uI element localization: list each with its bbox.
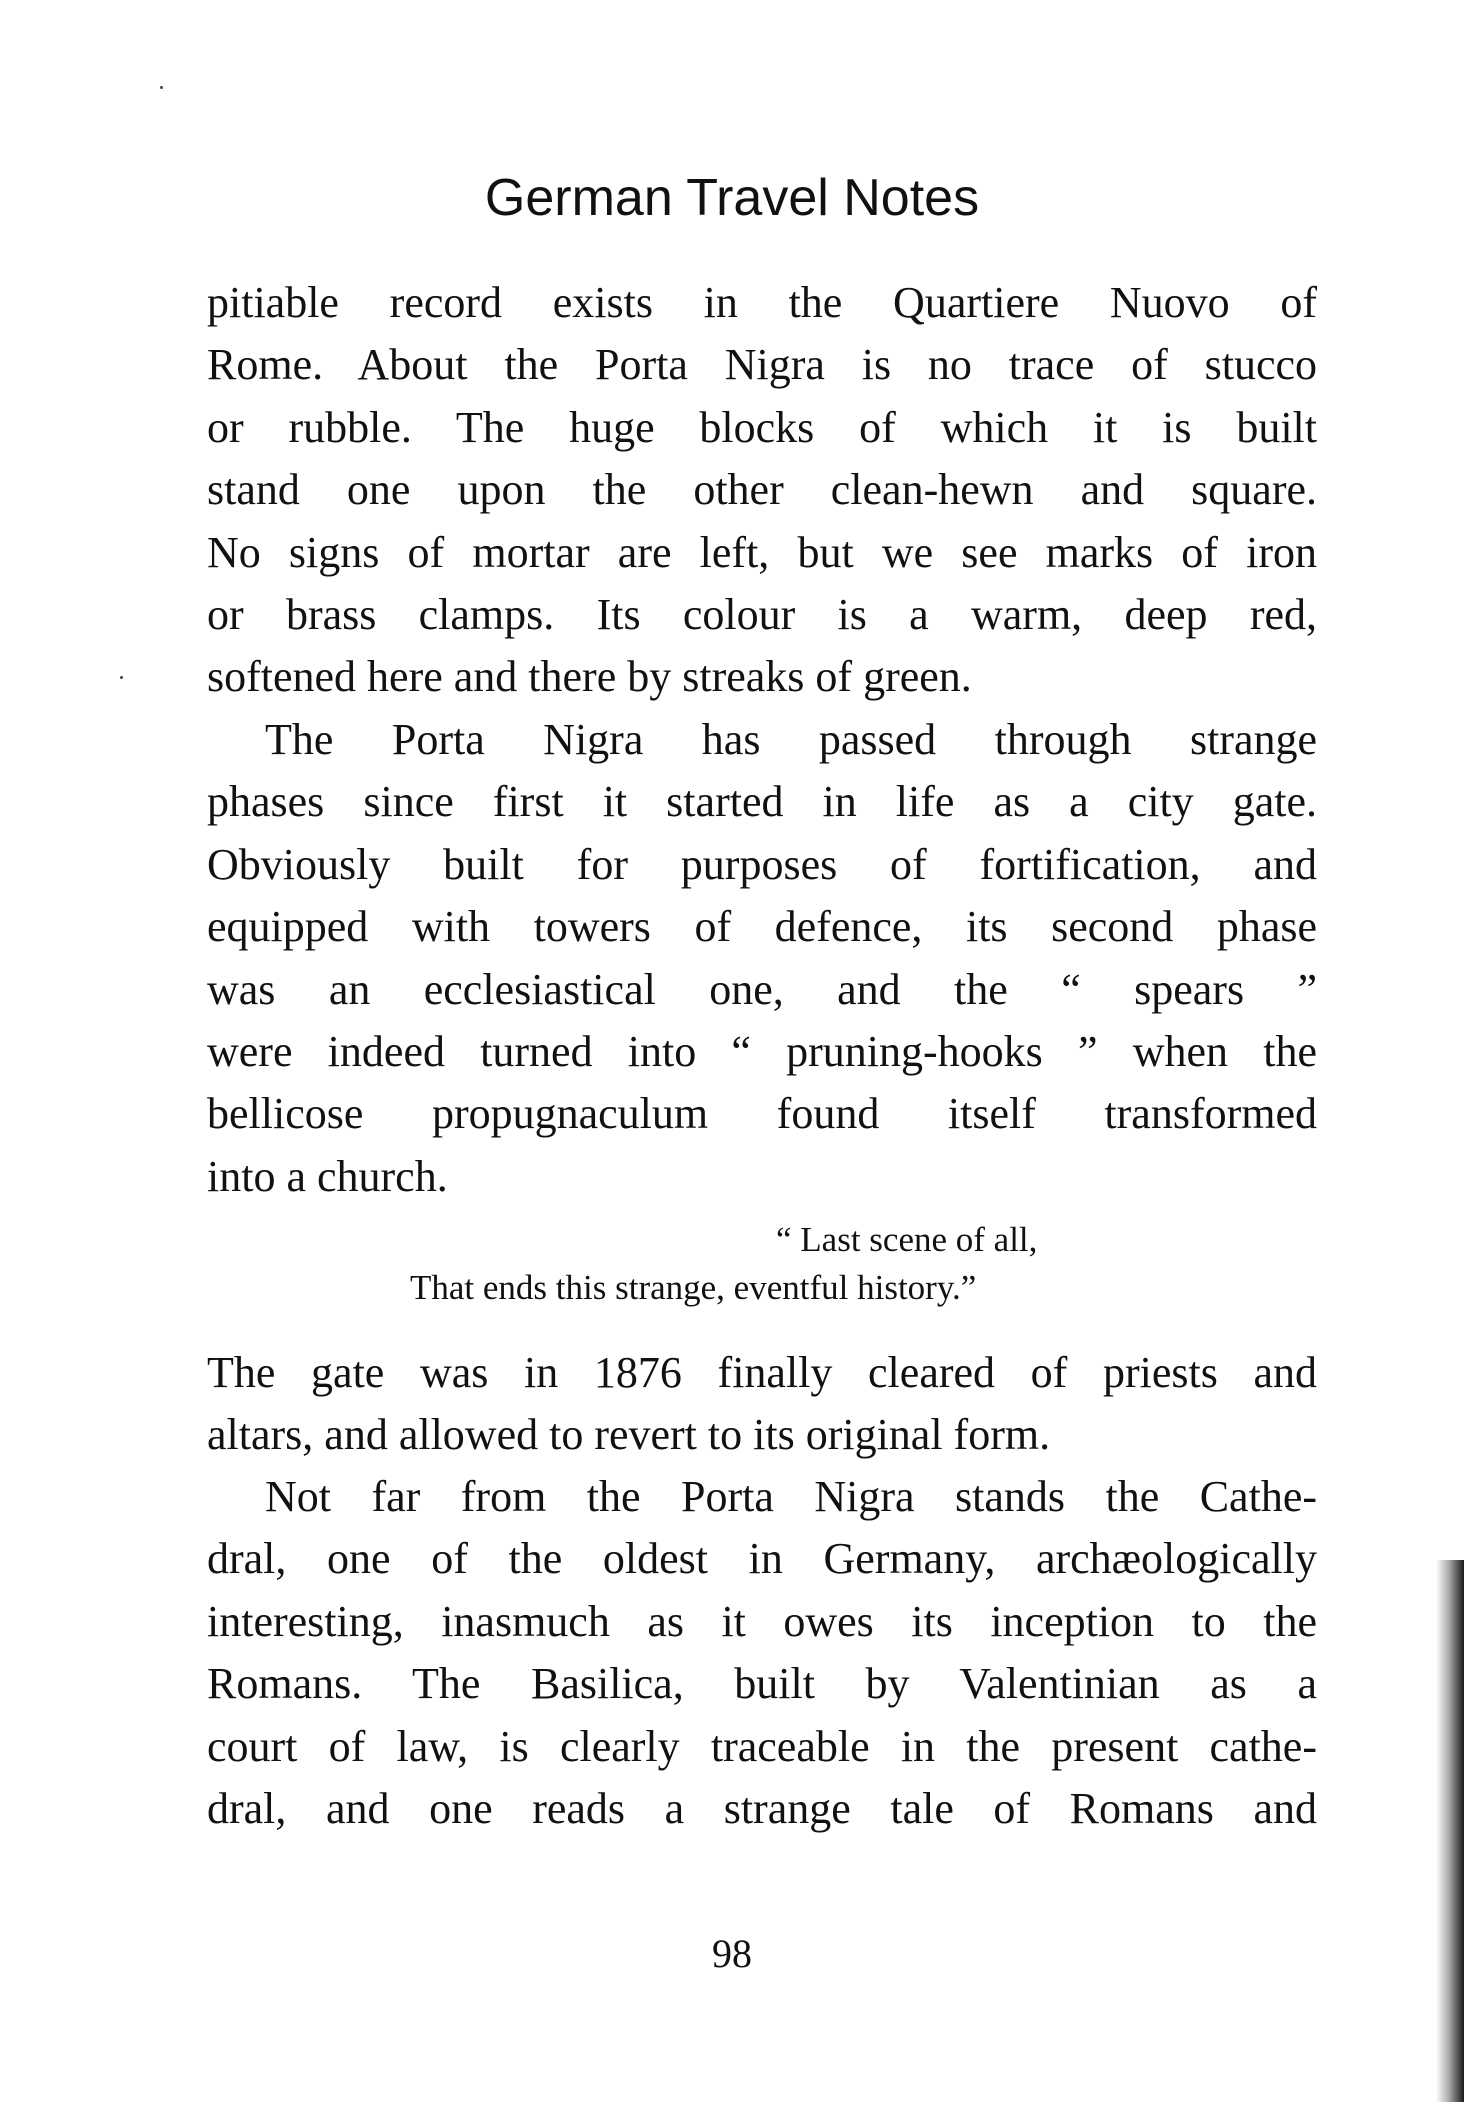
- text-line: Not far from the Porta Nigra stands the Cathe-: [265, 1472, 1317, 1521]
- running-head: German Travel Notes: [484, 169, 980, 227]
- print-speck: [120, 676, 123, 679]
- text-line: phases since first it started in life as a city gate.: [207, 777, 1317, 827]
- text-line: into a church.: [207, 1151, 448, 1201]
- text-line: bellicose propugnaculum found itself transformed: [207, 1089, 1317, 1139]
- text-line: interesting, inasmuch as it owes its inception to the: [207, 1596, 1317, 1646]
- paragraph: [207, 709, 1317, 1208]
- text-line: pitiable record exists in the Quartiere Nuovo of: [207, 278, 1317, 327]
- text-line: stand one upon the other clean-hewn and square.: [207, 465, 1317, 515]
- text-line: was an ecclesiastical one, and the “ spears ”: [207, 964, 1317, 1014]
- text-line: or brass clamps. Its colour is a warm, deep red,: [207, 589, 1317, 639]
- text-line: or rubble. The huge blocks of which it is built: [207, 402, 1317, 452]
- page-edge-shadow: [1436, 1560, 1464, 2102]
- text-line: The gate was in 1876 finally cleared of priests and: [207, 1348, 1317, 1397]
- page-number: 98: [712, 1931, 752, 1976]
- text-line: No signs of mortar are left, but we see marks of iron: [207, 527, 1317, 577]
- text-line: softened here and there by streaks of green.: [207, 652, 972, 702]
- text-line: dral, and one reads a strange tale of Romans and: [207, 1783, 1317, 1833]
- paragraph: [207, 1342, 1317, 1467]
- paragraph: [207, 1466, 1317, 1840]
- text-line: were indeed turned into “ pruning-hooks ” when the: [207, 1026, 1317, 1076]
- text-line: Rome. About the Porta Nigra is no trace of stucco: [207, 340, 1317, 390]
- text-line: The Porta Nigra has passed through strange: [265, 715, 1317, 764]
- quotation-line: “ Last scene of all,: [776, 1220, 1038, 1259]
- text-line: dral, one of the oldest in Germany, archæologically: [207, 1534, 1317, 1584]
- text-line: equipped with towers of defence, its second phase: [207, 902, 1317, 952]
- text-line: altars, and allowed to revert to its original form.: [207, 1410, 1051, 1460]
- paragraph: [207, 272, 1317, 709]
- print-speck: [160, 86, 163, 89]
- quotation-line: That ends this strange, eventful history.”: [410, 1268, 977, 1307]
- text-line: Obviously built for purposes of fortification, and: [207, 839, 1317, 889]
- text-line: court of law, is clearly traceable in the present cathe-: [207, 1721, 1317, 1771]
- text-line: Romans. The Basilica, built by Valentinian as a: [207, 1659, 1317, 1709]
